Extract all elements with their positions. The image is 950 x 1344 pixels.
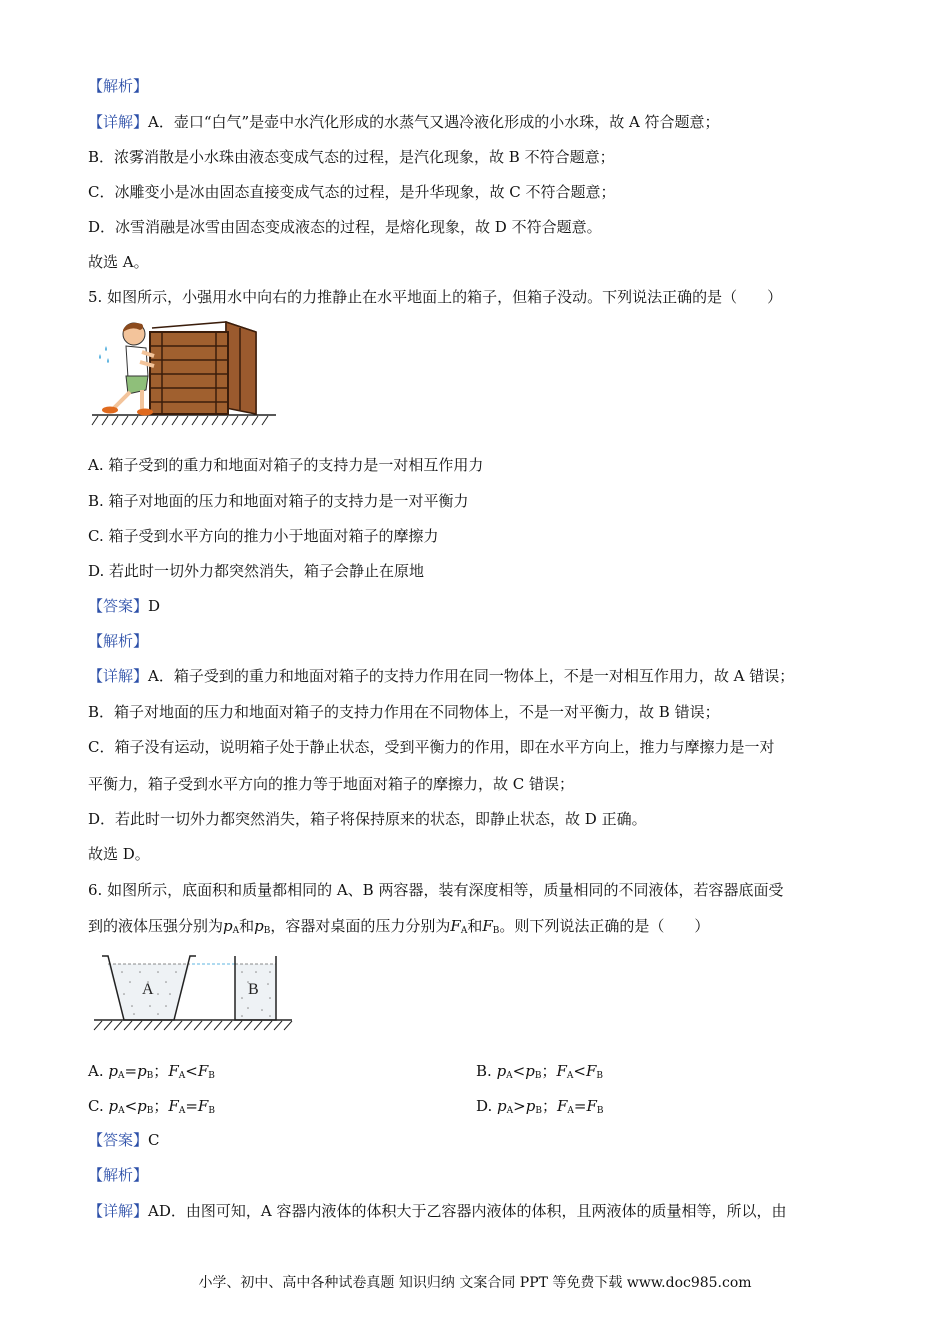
containers-a-b-figure [92,950,297,1032]
jiexi-heading: 【解析】 [88,77,149,95]
explanation-line [88,1201,786,1221]
xiangjie-tag: 【详解】 [88,667,149,685]
explanation-text: AD．由图可知，A 容器内液体的体积大于乙容器内液体的体积，且两液体的质量相等，所以，由 [148,1202,787,1220]
explanation-line: D．冰雪消融是冰雪由固态变成液态的过程，是熔化现象，故 D 不符合题意。 [88,218,602,236]
explanation-line: 平衡力，箱子受到水平方向的推力等于地面对箱子的摩擦力，故 C 错误； [88,775,575,793]
boy-pushing-box-figure [90,318,280,430]
answer-value: C [148,1131,160,1149]
option-d: D. 若此时一切外力都突然消失，箱子会静止在原地 [88,562,425,580]
option-c: C. 箱子受到水平方向的推力小于地面对箱子的摩擦力 [88,527,439,545]
option-a: A. 箱子受到的重力和地面对箱子的支持力是一对相互作用力 [88,456,484,474]
container-b-label: B [248,981,259,998]
xiangjie-tag: 【详解】 [88,113,149,131]
question-6-stem-line2: 到的液体压强分别为$p_A$和$p_B$，容器对桌面的压力分别为$F_A$和$F_B$。则下列说法正确的是（ ） [88,917,710,936]
xiangjie-tag: 【详解】 [88,1202,149,1220]
page-footer: 小学、初中、高中各种试卷真题 知识归纳 文案合同 PPT 等免费下载 www.doc985.com [198,1275,752,1291]
explanation-line [88,112,720,132]
option-d: D. $p_A>p_B$；$F_A=F_B$ [476,1097,604,1116]
question-5-stem: 5. 如图所示，小强用水中向右的力推静止在水平地面上的箱子，但箱子没动。下列说法正确的是（ ） [88,288,783,306]
answer-tag: 【答案】 [88,1131,149,1149]
explanation-line: C．冰雕变小是冰由固态直接变成气态的过程，是升华现象，故 C 不符合题意； [88,183,616,201]
conclusion-line: 故选 A。 [88,253,149,271]
explanation-line: D．若此时一切外力都突然消失，箱子将保持原来的状态，即静止状态，故 D 正确。 [88,810,647,828]
option-a: A. $p_A=p_B$；$F_A<F_B$ [88,1062,215,1081]
jiexi-heading: 【解析】 [88,1166,149,1184]
explanation-line: C．箱子没有运动，说明箱子处于静止状态，受到平衡力的作用，即在水平方向上，推力与摩擦力是一对 [88,738,775,756]
explanation-line: B．浓雾消散是小水珠由液态变成气态的过程，是汽化现象，故 B 不符合题意； [88,148,615,166]
option-b: B. $p_A<p_B$；$F_A<F_B$ [476,1062,604,1081]
jiexi-heading: 【解析】 [88,632,149,650]
explanation-line [88,666,794,686]
explanation-text: A．壶口“白气”是壶中水汽化形成的水蒸气又遇冷液化形成的小水珠，故 A 符合题意； [148,113,720,131]
question-6-stem-line1: 6. 如图所示，底面积和质量都相同的 A、B 两容器，装有深度相等，质量相同的不同液体，若容器底面受 [88,881,784,899]
conclusion-line: 故选 D。 [88,845,150,863]
option-c: C. $p_A<p_B$；$F_A=F_B$ [88,1097,215,1116]
container-a-label: A [142,981,154,998]
answer-line [88,1130,160,1150]
answer-line [88,596,160,616]
option-b: B. 箱子对地面的压力和地面对箱子的支持力是一对平衡力 [88,492,469,510]
answer-value: D [148,597,161,615]
explanation-line: B．箱子对地面的压力和地面对箱子的支持力作用在不同物体上，不是一对平衡力，故 B 错误； [88,703,720,721]
answer-tag: 【答案】 [88,597,149,615]
explanation-text: A．箱子受到的重力和地面对箱子的支持力作用在同一物体上，不是一对相互作用力，故 A 错误； [148,667,795,685]
